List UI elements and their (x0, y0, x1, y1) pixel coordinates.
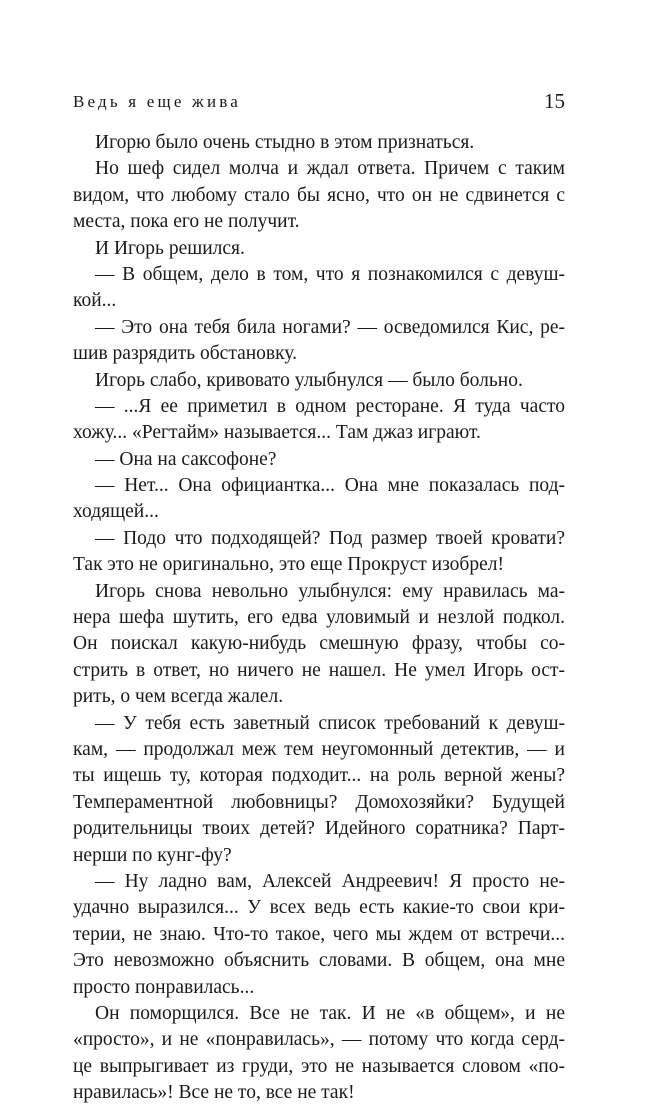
text-line: Это невозможно объяснить словами. В общем, она мне (73, 950, 565, 972)
text-line: терии, не знаю. Что-то такое, чего мы ждем от встречи... (73, 923, 565, 945)
text-line: Но шеф сидел молча и ждал ответа. Причем с таким (95, 158, 565, 180)
text-line: видом, что любому стало бы ясно, что он не сдвинется с (73, 184, 565, 206)
text-line: — У тебя есть заветный список требований к девуш- (95, 712, 565, 734)
text-line: — В общем, дело в том, что я познакомился с девуш- (95, 263, 565, 285)
running-head (73, 89, 565, 118)
text-line: ты ищешь ту, которая подходит... на роль верной жены? (73, 765, 565, 787)
page-number: 15 (544, 89, 565, 113)
body-text (73, 130, 565, 1106)
text-line: — Ну ладно вам, Алексей Андреевич! Я просто не- (95, 870, 565, 892)
text-line: Игорь снова невольно улыбнулся: ему нравилась ма- (95, 580, 565, 602)
text-line: кой... (73, 290, 117, 312)
text-line: стрить в ответ, но ничего не нашел. Не умел Игорь ост- (73, 659, 565, 681)
text-line: — ...Я ее приметил в одном ресторане. Я туда часто (95, 395, 565, 417)
text-line: ходящей... (73, 501, 159, 523)
running-head-title: Ведь я еще жива (73, 92, 242, 111)
text-line: «просто», и не «понравилась», — потому что когда серд- (73, 1029, 565, 1051)
text-line: рить, о чем всегда жалел. (73, 686, 284, 708)
text-line: нера шефа шутить, его едва уловимый и незлой подкол. (73, 607, 565, 629)
text-line: нравилась»! Все не то, все не так! (73, 1082, 355, 1104)
text-line: Он поморщился. Все не так. И не «в общем», и не (95, 1002, 565, 1024)
text-line: места, пока его не получит. (73, 211, 300, 233)
text-line: Он поискал какую-нибудь смешную фразу, чтобы со- (73, 633, 565, 655)
text-line: удачно выразился... У всех ведь есть какие-то свои кри- (73, 897, 565, 919)
text-line: кам, — продолжал меж тем неугомонный детектив, — и (73, 738, 565, 760)
text-line: — Нет... Она официантка... Она мне показалась под- (95, 475, 565, 497)
text-line: це выпрыгивает из груди, это не называется словом «по- (73, 1055, 565, 1077)
text-line: Игорь слабо, кривовато улыбнулся — было больно. (95, 369, 523, 391)
text-line: — Подо что подходящей? Под размер твоей кровати? (95, 527, 565, 549)
text-line: нерши по кунг-фу? (73, 844, 232, 866)
text-line: И Игорь решился. (95, 237, 245, 259)
text-line: Темпераментной любовницы? Домохозяйки? Будущей (73, 791, 565, 813)
text-line: хожу... «Регтайм» называется... Там джаз играют. (73, 422, 481, 444)
text-line: шив разрядить обстановку. (73, 343, 298, 365)
text-line: — Это она тебя била ногами? — осведомился Кис, ре- (95, 316, 565, 338)
text-line: родительницы твоих детей? Идейного соратника? Парт- (73, 818, 565, 840)
text-line: — Она на саксофоне? (95, 448, 277, 470)
text-line: Так это не оригинально, это еще Прокруст изобрел! (73, 554, 504, 576)
text-line: Игорю было очень стыдно в этом признаться. (95, 132, 475, 153)
text-line: просто понравилась... (73, 976, 255, 998)
